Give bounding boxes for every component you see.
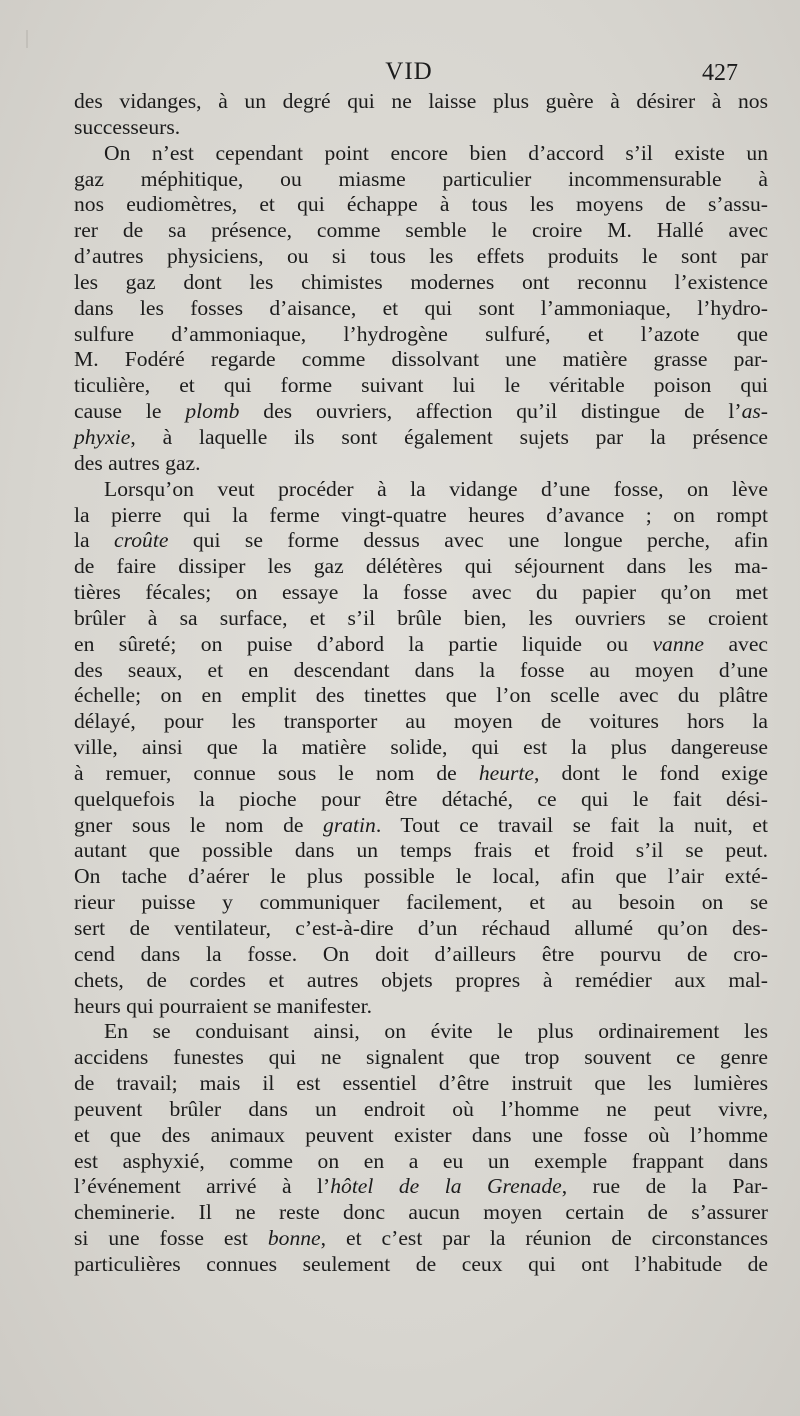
text-span: nos eudiomètres, et qui échappe à tous les moyens de s’assu- (74, 192, 768, 217)
text-span: de faire dissiper les gaz délétères qui séjournent dans les ma- (74, 554, 768, 579)
text-span: des ouvriers, affection qu’il distingue de l’ (239, 399, 742, 424)
text-span: les gaz dont les chimistes modernes ont reconnu l’existence (74, 269, 768, 294)
text-line (74, 89, 768, 115)
text-span: tières fécales; on essaye la fosse avec du papier qu’on met (74, 580, 768, 605)
text-span: accidens funestes qui ne signalent que trop souvent ce genre (74, 1045, 768, 1070)
body-text (74, 89, 768, 1278)
text-span: En se conduisant ainsi, on évite le plus ordinairement les (104, 1019, 768, 1044)
text-span: la (74, 528, 115, 553)
text-line (74, 425, 768, 451)
text-line (74, 218, 768, 244)
italic-term: vanne (652, 631, 705, 656)
text-span: cause le (74, 399, 186, 424)
text-line (74, 192, 768, 218)
text-line (74, 554, 768, 580)
text-span: cheminerie. Il ne reste donc aucun moyen certain de s’assurer (74, 1200, 768, 1225)
text-line (74, 658, 768, 684)
text-span: , et c’est par la réunion de circonstances (320, 1226, 768, 1251)
text-span: quelquefois la pioche pour être détaché, ce qui le fait dési- (74, 786, 768, 811)
text-line (74, 1200, 768, 1226)
text-span: On tache d’aérer le plus possible le local, afin que l’air exté- (74, 864, 768, 889)
text-line (74, 787, 768, 813)
text-span: , dont le fond exige (534, 760, 768, 785)
text-line (74, 890, 768, 916)
text-span: rieur puisse y communiquer facilement, et au besoin on se (74, 890, 768, 915)
text-line (74, 1226, 768, 1252)
text-line (74, 813, 768, 839)
text-line (74, 968, 768, 994)
text-span: de travail; mais il est essentiel d’être instruit que les lumières (74, 1071, 768, 1096)
text-span: heurs qui pourraient se manifester. (74, 993, 373, 1018)
text-span: délayé, pour les transporter au moyen de voitures hors la (74, 709, 768, 734)
text-line (74, 838, 768, 864)
text-span: sert de ventilateur, c’est-à-dire d’un réchaud allumé qu’on des- (74, 916, 768, 940)
text-line (74, 373, 768, 399)
text-line (74, 942, 768, 968)
margin-mark (26, 30, 28, 48)
italic-term: croûte (114, 528, 169, 553)
text-span: en sûreté; on puise d’abord la partie liquide ou (74, 631, 653, 656)
text-span: des seaux, et en descendant dans la fosse au moyen d’une (74, 657, 768, 682)
text-span: successeurs. (74, 114, 181, 139)
text-line (74, 632, 768, 658)
text-line (74, 477, 768, 503)
text-line (74, 864, 768, 890)
text-span: gaz méphitique, ou miasme particulier incommensurable à (74, 166, 768, 191)
text-span: et que des animaux peuvent exister dans une fosse où l’homme (74, 1122, 768, 1147)
text-span: peuvent brûler dans un endroit où l’homme ne peut vivre, (74, 1096, 768, 1121)
text-line (74, 916, 768, 942)
text-line (74, 1174, 768, 1200)
text-span: particulières connues seulement de ceux qui ont l’habitude de (74, 1251, 768, 1276)
italic-term: hôtel de la Grenade (330, 1174, 562, 1199)
text-span: à remuer, connue sous le nom de (74, 760, 479, 785)
text-span: d’autres physiciens, ou si tous les effets produits le sont par (74, 244, 768, 269)
text-line (74, 503, 768, 529)
text-span: On n’est cependant point encore bien d’accord s’il existe un (104, 140, 768, 165)
italic-term: as- (741, 399, 768, 424)
text-line (74, 1252, 768, 1278)
paragraph (74, 141, 768, 477)
text-span: M. Fodéré regarde comme dissolvant une matière grasse par- (74, 347, 768, 372)
text-span: l’événement arrivé à l’ (74, 1174, 331, 1199)
text-line (74, 606, 768, 632)
text-span: avec (704, 631, 768, 656)
text-span: ville, ainsi que la matière solide, qui est la plus dangereuse (74, 735, 768, 760)
text-line (74, 1149, 768, 1175)
text-span: est asphyxié, comme on en a eu un exemple frappant dans (74, 1148, 768, 1173)
italic-term: heurte (478, 760, 535, 785)
text-line (74, 115, 768, 141)
text-line (74, 1123, 768, 1149)
text-line (74, 761, 768, 787)
text-line (74, 580, 768, 606)
text-line (74, 1019, 768, 1045)
text-line (74, 167, 768, 193)
italic-term: gratin (323, 812, 376, 837)
text-span: des vidanges, à un degré qui ne laisse plus guère à désirer à nos (74, 89, 768, 113)
text-span: sulfure d’ammoniaque, l’hydrogène sulfuré, et l’azote que (74, 321, 768, 346)
text-line (74, 322, 768, 348)
text-line (74, 270, 768, 296)
text-line (74, 451, 768, 477)
text-span: la pierre qui la ferme vingt-quatre heures d’avance ; on rompt (74, 502, 768, 527)
running-head (74, 58, 744, 92)
text-line (74, 994, 768, 1020)
text-line (74, 244, 768, 270)
text-span: brûler à sa surface, et s’il brûle bien, les ouvriers se croient (74, 605, 768, 630)
text-span: . Tout ce travail se fait la nuit, et (375, 812, 768, 837)
text-span: autant que possible dans un temps frais et froid s’il se peut. (74, 838, 768, 863)
text-span: gner sous le nom de (74, 812, 324, 837)
text-line (74, 709, 768, 735)
text-line (74, 1045, 768, 1071)
text-line (74, 141, 768, 167)
text-line (74, 296, 768, 322)
page-number: 427 (702, 60, 738, 86)
paragraph (74, 477, 768, 1020)
text-span: chets, de cordes et autres objets propres à remédier aux mal- (74, 967, 768, 992)
text-span: cend dans la fosse. On doit d’ailleurs être pourvu de cro- (74, 941, 768, 966)
paragraph (74, 1019, 768, 1277)
italic-term: bonne (267, 1226, 321, 1251)
text-line (74, 528, 768, 554)
running-title: VID (385, 58, 433, 85)
text-span: des autres gaz. (74, 450, 201, 475)
text-line (74, 399, 768, 425)
text-line (74, 683, 768, 709)
text-span: échelle; on en emplit des tinettes que l’on scelle avec du plâtre (74, 683, 768, 708)
text-span: si une fosse est (74, 1226, 268, 1251)
text-span: Lorsqu’on veut procéder à la vidange d’une fosse, on lève (104, 476, 768, 501)
text-span: ticulière, et qui forme suivant lui le véritable poison qui (74, 373, 768, 398)
text-span: qui se forme dessus avec une longue perche, afin (168, 528, 769, 553)
italic-term: plomb (185, 399, 240, 424)
paragraph (74, 89, 768, 141)
text-line (74, 347, 768, 373)
text-span: , rue de la Par- (561, 1174, 769, 1199)
text-span: rer de sa présence, comme semble le croire M. Hallé avec (74, 218, 768, 243)
text-span: dans les fosses d’aisance, et qui sont l’ammoniaque, l’hydro- (74, 295, 768, 320)
text-line (74, 1071, 768, 1097)
text-line (74, 1097, 768, 1123)
text-line (74, 735, 768, 761)
italic-term: phyxie (74, 424, 131, 449)
text-span: , à laquelle ils sont également sujets par la présence (130, 424, 768, 449)
